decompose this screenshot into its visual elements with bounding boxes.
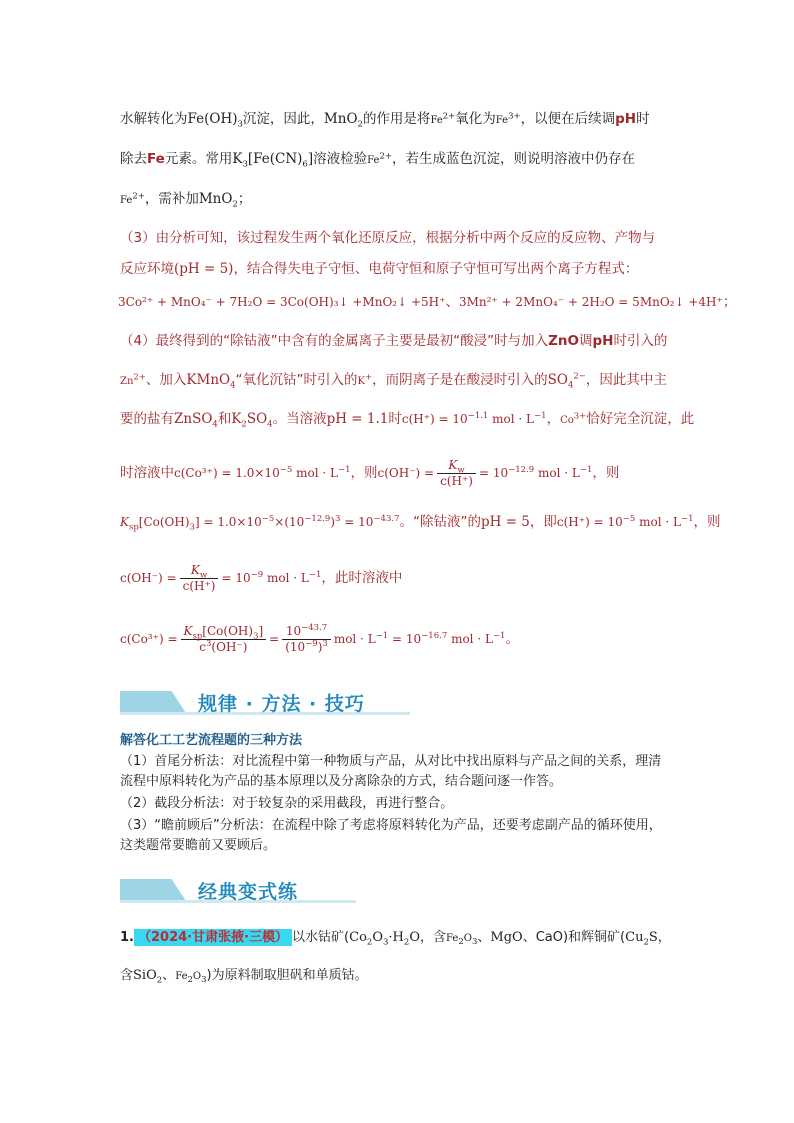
text: ，而阴离子是在酸浸时引入的 xyxy=(372,372,548,388)
question-number: 1. xyxy=(120,930,134,945)
fraction: $\frac{10^{-43.7}}{(10^{-9})^3}$ xyxy=(282,624,331,655)
text: 时引入的 xyxy=(613,333,668,349)
formula-coh: c(OH⁻) = $\frac{K_w}{c(H^+)}$ = $10^{-9}$ mol · $L^{-1}$ xyxy=(120,563,322,593)
paragraph-line-5 xyxy=(120,259,684,279)
formula-cao: CaO xyxy=(535,930,563,945)
paragraph-line-3 xyxy=(120,189,684,211)
method-1: （1）首尾分析法：对比流程中第一种物质与产品，从对比中找出原料与产品之间的关系，理清流程中原料转化为产品的基本原理以及分离除杂的方式，结合题问逐一作答。 xyxy=(120,754,662,789)
paragraph-line-8 xyxy=(120,409,695,431)
text: ，则 xyxy=(350,465,378,481)
method-2: （2）截段分析法：对于较复杂的采用截段，再进行整合。 xyxy=(120,796,454,811)
question-1-line-1 xyxy=(120,928,684,949)
text: ， xyxy=(657,930,671,945)
section-title: 规律 · 方法 · 技巧 xyxy=(198,693,365,715)
ph-text: pH xyxy=(615,111,637,127)
formula-k3fecn6: $K_3[Fe(CN)_6]$ xyxy=(232,151,314,170)
formula-kmno4: KMnO$_4$ xyxy=(186,372,236,391)
text: 、加入 xyxy=(145,372,187,388)
text: )为原料制取胆矾和单质钴。 xyxy=(206,968,368,983)
text: 以水钴矿( xyxy=(292,930,350,945)
text: （4）最终得到的“除钴液”中含有的金属离子主要是最初“酸浸”时与加入 xyxy=(120,333,549,349)
text: “氧化沉钴”时引入的 xyxy=(235,372,358,388)
paragraph-line-12 xyxy=(120,624,684,655)
text: ，此时溶液中 xyxy=(321,570,403,586)
fe-text: Fe xyxy=(147,151,165,167)
method-3: （3）“瞻前顾后”分析法：在流程中除了考虑将原料转化为产品，还要考虑副产品的循环使用，这类题常要瞻前又要顾后。 xyxy=(120,818,662,853)
text: ，因此其中主 xyxy=(585,372,667,388)
text: ，以便在后续调 xyxy=(520,111,616,127)
banner-decoration xyxy=(120,691,186,713)
paragraph-line-10 xyxy=(120,512,721,533)
formula-ph: (pH = 5) xyxy=(174,261,234,277)
formula-fe2o3: $Fe_2O_3$ xyxy=(446,933,478,947)
text: 。“除钴液”的 xyxy=(399,514,481,530)
text: 除去 xyxy=(120,151,147,167)
formula-ksp: $K_{sp}[Co(OH)_3] = 1.0\times 10^{-5}\times(10^{-12.9})^3 = 10^{-43.7}$ xyxy=(120,514,400,533)
formula-k: K+ xyxy=(357,372,373,387)
formula-ph: pH = 1.1 xyxy=(326,411,389,427)
text: 调 xyxy=(578,333,593,349)
formula-fe-oh3: $Fe(OH)_3$ xyxy=(187,111,243,130)
methods-heading: 解答化工工艺流程题的三种方法 xyxy=(120,733,303,748)
formula-ch: $c(H^+) = 10^{-5}$ mol · $L^{-1}$ xyxy=(556,514,694,529)
section-banner-methods xyxy=(120,689,410,717)
paragraph-line-7 xyxy=(120,370,684,392)
fraction: $\frac{K_w}{c(H^+)}$ xyxy=(437,458,476,489)
banner-decoration xyxy=(120,879,186,901)
paragraph-line-2 xyxy=(120,149,684,171)
text: ； xyxy=(237,191,252,207)
formula-k2so4: $K_2SO_4$ xyxy=(231,411,273,430)
formula-sio2: SiO$_2$ xyxy=(133,968,163,986)
formula-cu2s: $Cu_2S$ xyxy=(625,930,658,948)
text: 、 xyxy=(522,930,536,945)
question-1-line-2 xyxy=(120,966,684,987)
paragraph-line-9 xyxy=(120,458,684,489)
formula-ch: $c(H^+) = 10^{-1.1}$ mol · $L^{-1}$ xyxy=(401,411,547,426)
text: 。 xyxy=(505,631,519,647)
text: 恰好完全沉淀，此 xyxy=(586,411,695,427)
text: 、 xyxy=(162,968,176,983)
text: ，结合得失电子守恒、电荷守恒和原子守恒可写出两个离子方程式： xyxy=(233,261,639,277)
text: 含 xyxy=(120,968,134,983)
formula-cco: $c(Co^{3+}) = 1.0\times 10^{-5}$ mol · $L^{-1}$ xyxy=(174,465,351,480)
text: 。当溶液 xyxy=(272,411,327,427)
section-banner-practice xyxy=(120,877,356,905)
formula-fe3: $Fe^{3+}$ xyxy=(495,111,521,126)
formula-co2o3: $Co_2O_3\cdot H_2O$ xyxy=(349,930,420,948)
equation-1: 3Co²⁺ + MnO₄⁻ + 7H₂O = 3Co(OH)₃↓ +MnO₂↓ +5H⁺ xyxy=(118,295,446,309)
zno-text: ZnO xyxy=(548,333,579,349)
formula-ph: pH = 5 xyxy=(481,514,530,530)
text: 和 xyxy=(217,411,232,427)
text: ，即 xyxy=(529,514,557,530)
source-tag: （2024·甘肃张掖·三模） xyxy=(134,929,292,946)
text: ，含 xyxy=(420,930,447,945)
ph-text: pH xyxy=(592,333,614,349)
equation-2: 3Mn²⁺ + 2MnO₄⁻ + 2H₂O = 5MnO₂↓ +4H⁺ xyxy=(458,295,723,309)
formula-final: c(Co³⁺) = $\frac{K_{sp}[Co(OH)_3]}{c^3(OH^-)}$ = $\frac{10^{-43.7}}{(10^{-9})^3}$ mol · $L^{-1} = 10^{-16.7}$ mol · $L^{-1}$ xyxy=(120,623,506,654)
formula-zn2: $Zn^{2+}$ xyxy=(120,372,146,387)
formula-fe2: $Fe^{2+}$ xyxy=(430,111,456,126)
formula-mno2: MnO$_2$ xyxy=(323,111,363,130)
paragraph-line-11 xyxy=(120,563,684,594)
text: ，需补加 xyxy=(144,191,199,207)
text: 氧化为 xyxy=(455,111,496,127)
formula-fe2: $Fe^{2+}$ xyxy=(120,191,145,206)
formula-so4: $SO_4^{2-}$ xyxy=(547,371,586,391)
formula-fe2o3: $Fe_2O_3$ xyxy=(175,971,207,985)
text: )和辉铜矿( xyxy=(562,930,626,945)
fraction: $\frac{K_w}{c(H^+)}$ xyxy=(180,563,219,594)
text: 要的盐有 xyxy=(120,411,174,427)
text: 、 xyxy=(477,930,491,945)
fraction: $\frac{K_{sp}[Co(OH)_3]}{c^3(OH^-)}$ xyxy=(181,624,267,655)
text: 的作用是将 xyxy=(362,111,431,127)
text: 元素。常用 xyxy=(164,151,233,167)
text: ； xyxy=(722,294,737,310)
text: 时 xyxy=(636,111,650,127)
formula-fe2: $Fe^{2+}$ xyxy=(367,151,392,166)
formula-mgo: MgO xyxy=(490,930,523,945)
text: 、 xyxy=(445,294,459,310)
text: 时 xyxy=(388,411,402,427)
paragraph-line-6 xyxy=(120,331,684,351)
formula-co3: $Co^{3+}$ xyxy=(560,411,587,426)
formula-coh: c(OH⁻) = $\frac{K_w}{c(H^+)}$ = $10^{-12.9}$ mol · $L^{-1}$ xyxy=(377,458,593,488)
text: ，若生成蓝色沉淀，则说明溶液中仍存在 xyxy=(391,151,635,167)
text: 水解转化为 xyxy=(120,111,188,127)
text: ，则 xyxy=(592,465,620,481)
text: （3）由分析可知，该过程发生两个氧化还原反应，根据分析中两个反应的反应物、产物与 xyxy=(120,230,656,246)
text: 反应环境 xyxy=(120,261,174,277)
text: ，则 xyxy=(693,514,721,530)
text: 沉淀，因此， xyxy=(242,111,324,127)
text: ， xyxy=(546,411,561,427)
formula-znso4: ZnSO$_4$ xyxy=(174,411,218,430)
paragraph-line-4 xyxy=(120,228,684,248)
section-title: 经典变式练 xyxy=(198,881,299,903)
paragraph-line-1 xyxy=(120,109,684,131)
text: 时溶液中 xyxy=(120,465,174,481)
formula-mno2: MnO$_2$ xyxy=(198,191,238,210)
equation-line xyxy=(118,292,737,312)
text: 溶液检验 xyxy=(313,151,368,167)
